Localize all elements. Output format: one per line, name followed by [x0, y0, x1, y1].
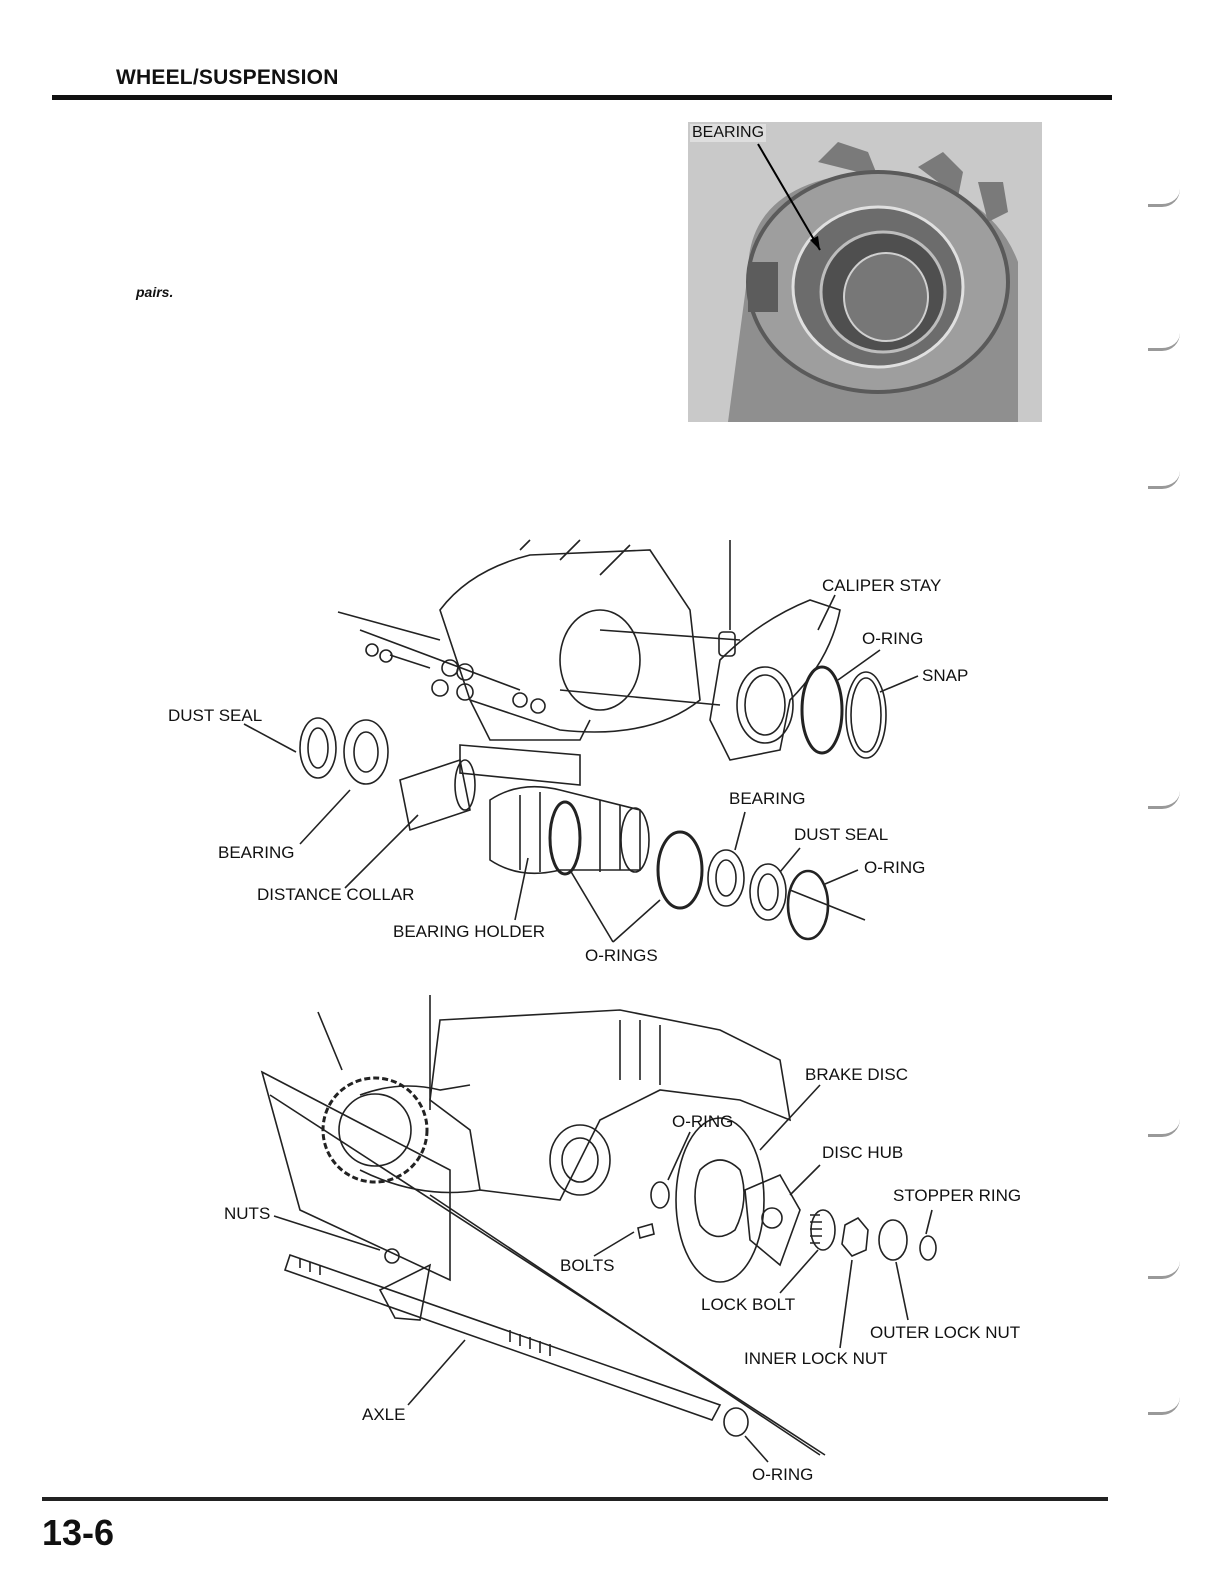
- page-number: 13-6: [42, 1512, 115, 1553]
- section-title: WHEEL/SUSPENSION: [116, 66, 339, 89]
- text-fragment: pairs.: [136, 284, 174, 300]
- photo-label-bearing: BEARING: [692, 124, 765, 141]
- label-lock-bolt: LOCK BOLT: [701, 1295, 796, 1314]
- label-o-rings: O-RINGS: [585, 946, 658, 965]
- label-dust-seal-right: DUST SEAL: [794, 825, 889, 844]
- label-o-ring-right: O-RING: [864, 858, 926, 877]
- label-bearing-left: BEARING: [218, 843, 295, 862]
- label-snap: SNAP: [922, 666, 969, 685]
- label-nuts: NUTS: [224, 1204, 271, 1223]
- footer-rule: [42, 1497, 1108, 1501]
- label-dust-seal-left: DUST SEAL: [168, 706, 263, 725]
- label-disc-hub: DISC HUB: [822, 1143, 904, 1162]
- label-bearing-right: BEARING: [729, 789, 806, 808]
- label-o-ring: O-RING: [672, 1112, 734, 1131]
- label-bearing-holder: BEARING HOLDER: [393, 922, 546, 941]
- label-axle: AXLE: [362, 1405, 406, 1424]
- label-outer-lock-nut: OUTER LOCK NUT: [870, 1323, 1021, 1342]
- label-brake-disc: BRAKE DISC: [805, 1065, 908, 1084]
- label-caliper-stay: CALIPER STAY: [822, 576, 942, 595]
- label-distance-collar: DISTANCE COLLAR: [257, 885, 415, 904]
- label-o-ring-top: O-RING: [862, 629, 924, 648]
- label-inner-lock-nut: INNER LOCK NUT: [744, 1349, 888, 1368]
- label-bolts: BOLTS: [560, 1256, 615, 1275]
- label-o-ring-bottom: O-RING: [752, 1465, 814, 1484]
- label-stopper-ring: STOPPER RING: [893, 1186, 1022, 1205]
